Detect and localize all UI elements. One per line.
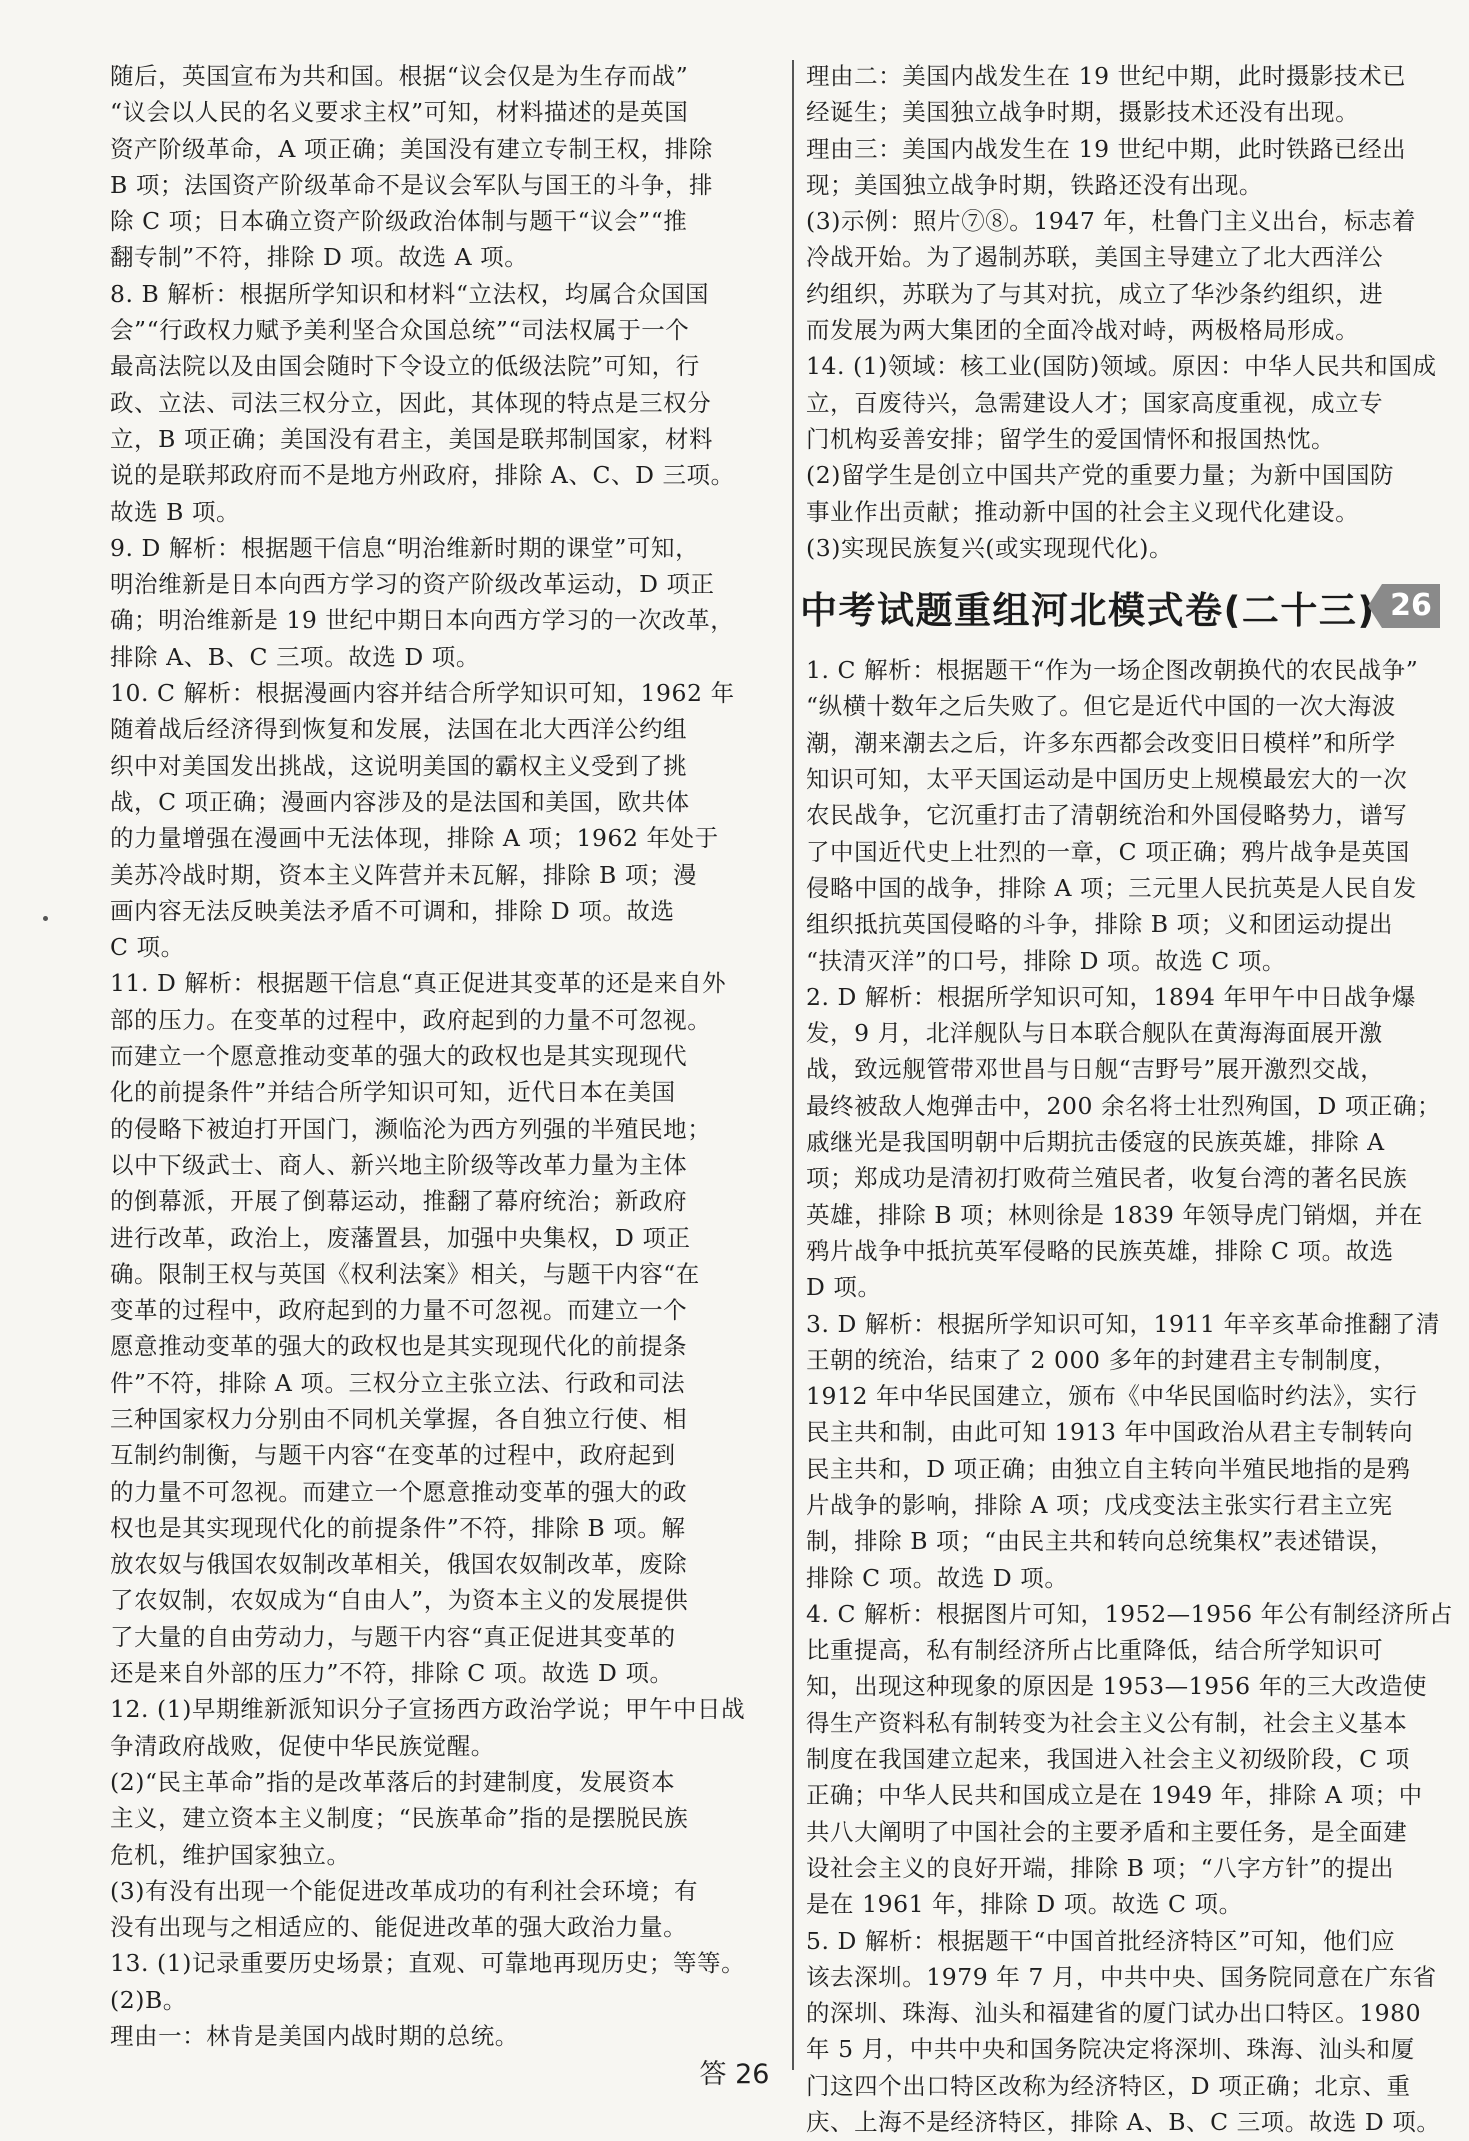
- text-line: 3. D 解析：根据所学知识可知，1911 年辛亥革命推翻了清: [806, 1309, 1441, 1338]
- text-line: 冷战开始。为了遏制苏联，美国主导建立了北大西洋公: [806, 243, 1384, 272]
- text-line: 随后，英国宣布为共和国。根据“议会仅是为生存而战”: [110, 62, 689, 90]
- text-line: 门机构妥善安排；留学生的爱国情怀和报国热忱。: [806, 424, 1336, 453]
- text-line: 14. (1)领域：核工业(国防)领域。原因：中华人民共和国成: [806, 352, 1437, 381]
- text-line: 了中国近代史上壮烈的一章，C 项正确；鸦片战争是英国: [806, 837, 1410, 866]
- text-line: 政、立法、司法三权分立，因此，其体现的特点是三权分: [110, 388, 712, 417]
- text-line: 10. C 解析：根据漫画内容并结合所学知识可知，1962 年: [110, 679, 735, 708]
- text-line: 互制约制衡，与题干内容“在变革的过程中，政府起到: [110, 1441, 676, 1470]
- text-line: 战，致远舰管带邓世昌与日舰“吉野号”展开激烈交战，: [806, 1055, 1385, 1084]
- right-column: [800, 58, 1454, 2140]
- stray-dot: [43, 916, 48, 921]
- text-line: 除 C 项；日本确立资产阶级政治体制与题干“议会”“推: [110, 207, 688, 236]
- text-line: 还是来自外部的压力”不符，排除 C 项。故选 D 项。: [110, 1659, 674, 1688]
- section-header: [800, 572, 1442, 644]
- text-line: 进行改革，政治上，废藩置县，加强中央集权，D 项正: [110, 1223, 691, 1252]
- text-line: 共八大阐明了中国社会的主要矛盾和主要任务，是全面建: [806, 1817, 1408, 1846]
- text-line: 发，9 月，北洋舰队与日本联合舰队在黄海海面展开激: [806, 1019, 1383, 1048]
- text-line: 立，B 项正确；美国没有君主，美国是联邦制国家，材料: [110, 424, 714, 453]
- text-line: 放农奴与俄国农奴制改革相关，俄国农奴制改革，废除: [110, 1550, 688, 1579]
- text-line: 侵略中国的战争，排除 A 项；三元里人民抗英是人民自发: [806, 873, 1417, 902]
- text-line: 现；美国独立战争时期，铁路还没有出现。: [806, 170, 1263, 199]
- text-line: 比重提高，私有制经济所占比重降低，结合所学知识可: [806, 1636, 1384, 1665]
- text-line: 没有出现与之相适应的、能促进改革的强大政治力量。: [110, 1913, 688, 1942]
- text-line: 确。限制王权与英国《权利法案》相关，与题干内容“在: [110, 1259, 700, 1288]
- text-line: (3)实现民族复兴(或实现现代化)。: [806, 533, 1174, 562]
- text-line: 争清政府战败，促使中华民族觉醒。: [110, 1731, 495, 1760]
- text-line: 的倒幕派，开展了倒幕运动，推翻了幕府统治；新政府: [110, 1187, 688, 1216]
- text-line: 是在 1961 年，排除 D 项。故选 C 项。: [806, 1890, 1243, 1919]
- text-line: 片战争的影响，排除 A 项；戊戌变法主张实行君主立宪: [806, 1490, 1393, 1519]
- text-line: 说的是联邦政府而不是地方州政府，排除 A、C、D 三项。: [110, 461, 735, 490]
- text-line: “议会以人民的名义要求主权”可知，材料描述的是英国: [110, 98, 689, 127]
- text-line: 最终被敌人炮弹击中，200 余名将士壮烈殉国，D 项正确；: [806, 1091, 1442, 1120]
- text-line: 约组织，苏联为了与其对抗，成立了华沙条约组织，进: [806, 279, 1384, 308]
- text-line: 而发展为两大集团的全面冷战对峙，两极格局形成。: [806, 316, 1360, 345]
- text-line: 三种国家权力分别由不同机关掌握，各自独立行使、相: [110, 1404, 688, 1433]
- text-line: 知识可知，太平天国运动是中国历史上规模最宏大的一次: [806, 765, 1408, 794]
- text-line: 12. (1)早期维新派知识分子宣扬西方政治学说；甲午中日战: [110, 1695, 746, 1724]
- text-line: B 项；法国资产阶级革命不是议会军队与国王的斗争，排: [110, 170, 714, 199]
- text-line: 项；郑成功是清初打败荷兰殖民者，收复台湾的著名民族: [806, 1164, 1408, 1193]
- text-line: 农民战争，它沉重打击了清朝统治和外国侵略势力，谱写: [806, 801, 1408, 830]
- text-line: 民主共和，D 项正确；由独立自主转向半殖民地指的是鸦: [806, 1454, 1411, 1483]
- page-badge: 26: [1382, 584, 1440, 628]
- text-line: 资产阶级革命，A 项正确；美国没有建立专制王权，排除: [110, 134, 713, 163]
- text-line: 9. D 解析：根据题干信息“明治维新时期的课堂”可知，: [110, 533, 700, 562]
- text-line: (3)示例：照片⑦⑧。1947 年，杜鲁门主义出台，标志着: [806, 207, 1417, 236]
- text-line: 2. D 解析：根据所学知识可知，1894 年甲午中日战争爆: [806, 982, 1416, 1011]
- text-line: 愿意推动变革的强大的政权也是其实现现代化的前提条: [110, 1332, 688, 1361]
- text-line: 经诞生；美国独立战争时期，摄影技术还没有出现。: [806, 98, 1360, 127]
- text-line: 4. C 解析：根据图片可知，1952—1956 年公有制经济所占: [806, 1599, 1454, 1628]
- text-line: C 项。: [110, 933, 185, 962]
- text-line: 的力量不可忽视。而建立一个愿意推动变革的强大的政: [110, 1477, 688, 1506]
- text-line: 会”“行政权力赋予美利坚合众国总统”“司法权属于一个: [110, 316, 690, 345]
- text-line: 主义，建立资本主义制度；“民族革命”指的是摆脱民族: [110, 1804, 689, 1833]
- text-line: 织中对美国发出挑战，这说明美国的霸权主义受到了挑: [110, 751, 688, 780]
- text-line: 了大量的自由劳动力，与题干内容“真正促进其变革的: [110, 1622, 676, 1651]
- text-line: 11. D 解析：根据题干信息“真正促进其变革的还是来自外: [110, 969, 727, 998]
- text-line: 戚继光是我国明朝中后期抗击倭寇的民族英雄，排除 A: [806, 1128, 1385, 1157]
- text-line: 战，C 项正确；漫画内容涉及的是法国和美国，欧共体: [110, 787, 690, 816]
- text-line: 的侵略下被迫打开国门，濒临沦为西方列强的半殖民地；: [110, 1114, 712, 1143]
- text-line: 1912 年中华民国建立，颁布《中华民国临时约法》，实行: [806, 1382, 1418, 1411]
- text-line: “扶清灭洋”的口号，排除 D 项。故选 C 项。: [806, 946, 1286, 975]
- text-line: 最高法院以及由国会随时下令设立的低级法院”可知，行: [110, 352, 700, 381]
- text-line: (3)有没有出现一个能促进改革成功的有利社会环境；有: [110, 1876, 699, 1905]
- text-line: 得生产资料私有制转变为社会主义公有制，社会主义基本: [806, 1708, 1408, 1737]
- text-line: (2)“民主革命”指的是改革落后的封建制度，发展资本: [110, 1767, 676, 1796]
- text-line: 潮，潮来潮去之后，许多东西都会改变旧日模样”和所学: [806, 728, 1396, 757]
- text-line: “纵横十数年之后失败了。但它是近代中国的一次大海波: [806, 692, 1396, 721]
- text-line: 知，出现这种现象的原因是 1953—1956 年的三大改造使: [806, 1672, 1428, 1701]
- text-line: 了农奴制，农奴成为“自由人”，为资本主义的发展提供: [110, 1586, 689, 1615]
- text-line: 以中下级武士、商人、新兴地主阶级等改革力量为主体: [110, 1150, 688, 1179]
- text-line: 民主共和制，由此可知 1913 年中国政治从君主专制转向: [806, 1418, 1414, 1447]
- text-line: 美苏冷战时期，资本主义阵营并未瓦解，排除 B 项；漫: [110, 860, 698, 889]
- text-line: 件”不符，排除 A 项。三权分立主张立法、行政和司法: [110, 1368, 686, 1397]
- text-line: 立，百废待兴，急需建设人才；国家高度重视，成立专: [806, 388, 1384, 417]
- text-line: 8. B 解析：根据所学知识和材料“立法权，均属合众国国: [110, 279, 710, 308]
- text-line: 理由二：美国内战发生在 19 世纪中期，此时摄影技术已: [806, 62, 1407, 90]
- text-line: (2)留学生是创立中国共产党的重要力量；为新中国国防: [806, 461, 1395, 490]
- right-column-top: [806, 58, 1442, 566]
- text-line: 年 5 月，中共中央和国务院决定将深圳、珠海、汕头和厦: [806, 2035, 1415, 2064]
- text-line: 而建立一个愿意推动变革的强大的政权也是其实现现代: [110, 1042, 688, 1071]
- text-line: D 项。: [806, 1273, 882, 1302]
- text-line: 该去深圳。1979 年 7 月，中共中央、国务院同意在广东省: [806, 1962, 1437, 1991]
- text-line: 权也是其实现现代化的前提条件”不符，排除 B 项。解: [110, 1513, 686, 1542]
- text-line: 排除 C 项。故选 D 项。: [806, 1563, 1069, 1592]
- text-line: 化的前提条件”并结合所学知识可知，近代日本在美国: [110, 1078, 676, 1107]
- column-divider: [792, 60, 794, 2070]
- text-line: 1. C 解析：根据题干“作为一场企图改朝换代的农民战争”: [806, 656, 1419, 685]
- right-column-bottom: [806, 652, 1454, 2140]
- text-line: 王朝的统治，结束了 2 000 多年的封建君主专制制度，: [806, 1345, 1398, 1374]
- text-line: 正确；中华人民共和国成立是在 1949 年，排除 A 项；中: [806, 1781, 1423, 1810]
- text-line: 变革的过程中，政府起到的力量不可忽视。而建立一个: [110, 1296, 688, 1325]
- text-line: 部的压力。在变革的过程中，政府起到的力量不可忽视。: [110, 1005, 712, 1034]
- text-line: 危机，维护国家独立。: [110, 1840, 351, 1869]
- text-line: 13. (1)记录重要历史场景；直观、可靠地再现历史；等等。: [110, 1949, 746, 1978]
- text-line: 鸦片战争中抵抗英军侵略的民族英雄，排除 C 项。故选: [806, 1236, 1394, 1265]
- text-line: 庆、上海不是经济特区，排除 A、B、C 三项。故选 D 项。: [806, 2108, 1441, 2137]
- text-line: 翻专制”不符，排除 D 项。故选 A 项。: [110, 243, 529, 272]
- section-title: 中考试题重组河北模式卷(二十三): [800, 589, 1376, 633]
- text-line: (2)B。: [110, 1985, 187, 2014]
- text-line: 组织抵抗英国侵略的斗争，排除 B 项；义和团运动提出: [806, 910, 1394, 939]
- text-line: 理由一：林肯是美国内战时期的总统。: [110, 2022, 519, 2051]
- text-line: 制，排除 B 项；“由民主共和转向总统集权”表述错误，: [806, 1527, 1395, 1556]
- text-line: 的深圳、珠海、汕头和福建省的厦门试办出口特区。1980: [806, 1999, 1422, 2028]
- text-line: 门这四个出口特区改称为经济特区，D 项正确；北京、重: [806, 2071, 1411, 2100]
- text-line: 的力量增强在漫画中无法体现，排除 A 项；1962 年处于: [110, 824, 719, 853]
- text-line: 确；明治维新是 19 世纪中期日本向西方学习的一次改革，: [110, 606, 735, 635]
- text-line: 故选 B 项。: [110, 497, 241, 526]
- text-line: 排除 A、B、C 三项。故选 D 项。: [110, 642, 480, 671]
- left-column: [110, 58, 778, 2054]
- text-line: 设社会主义的良好开端，排除 B 项；“八字方针”的提出: [806, 1853, 1395, 1882]
- text-line: 随着战后经济得到恢复和发展，法国在北大西洋公约组: [110, 715, 688, 744]
- text-line: 画内容无法反映美法矛盾不可调和，排除 D 项。故选: [110, 896, 675, 925]
- page-number: 答 26: [699, 2059, 770, 2090]
- text-line: 5. D 解析：根据题干“中国首批经济特区”可知，他们应: [806, 1926, 1396, 1955]
- text-line: 理由三：美国内战发生在 19 世纪中期，此时铁路已经出: [806, 134, 1407, 163]
- text-line: 英雄，排除 B 项；林则徐是 1839 年领导虎门销烟，并在: [806, 1200, 1423, 1229]
- text-line: 事业作出贡献；推动新中国的社会主义现代化建设。: [806, 497, 1360, 526]
- text-line: 制度在我国建立起来，我国进入社会主义初级阶段，C 项: [806, 1745, 1410, 1774]
- text-line: 明治维新是日本向西方学习的资产阶级改革运动，D 项正: [110, 570, 715, 599]
